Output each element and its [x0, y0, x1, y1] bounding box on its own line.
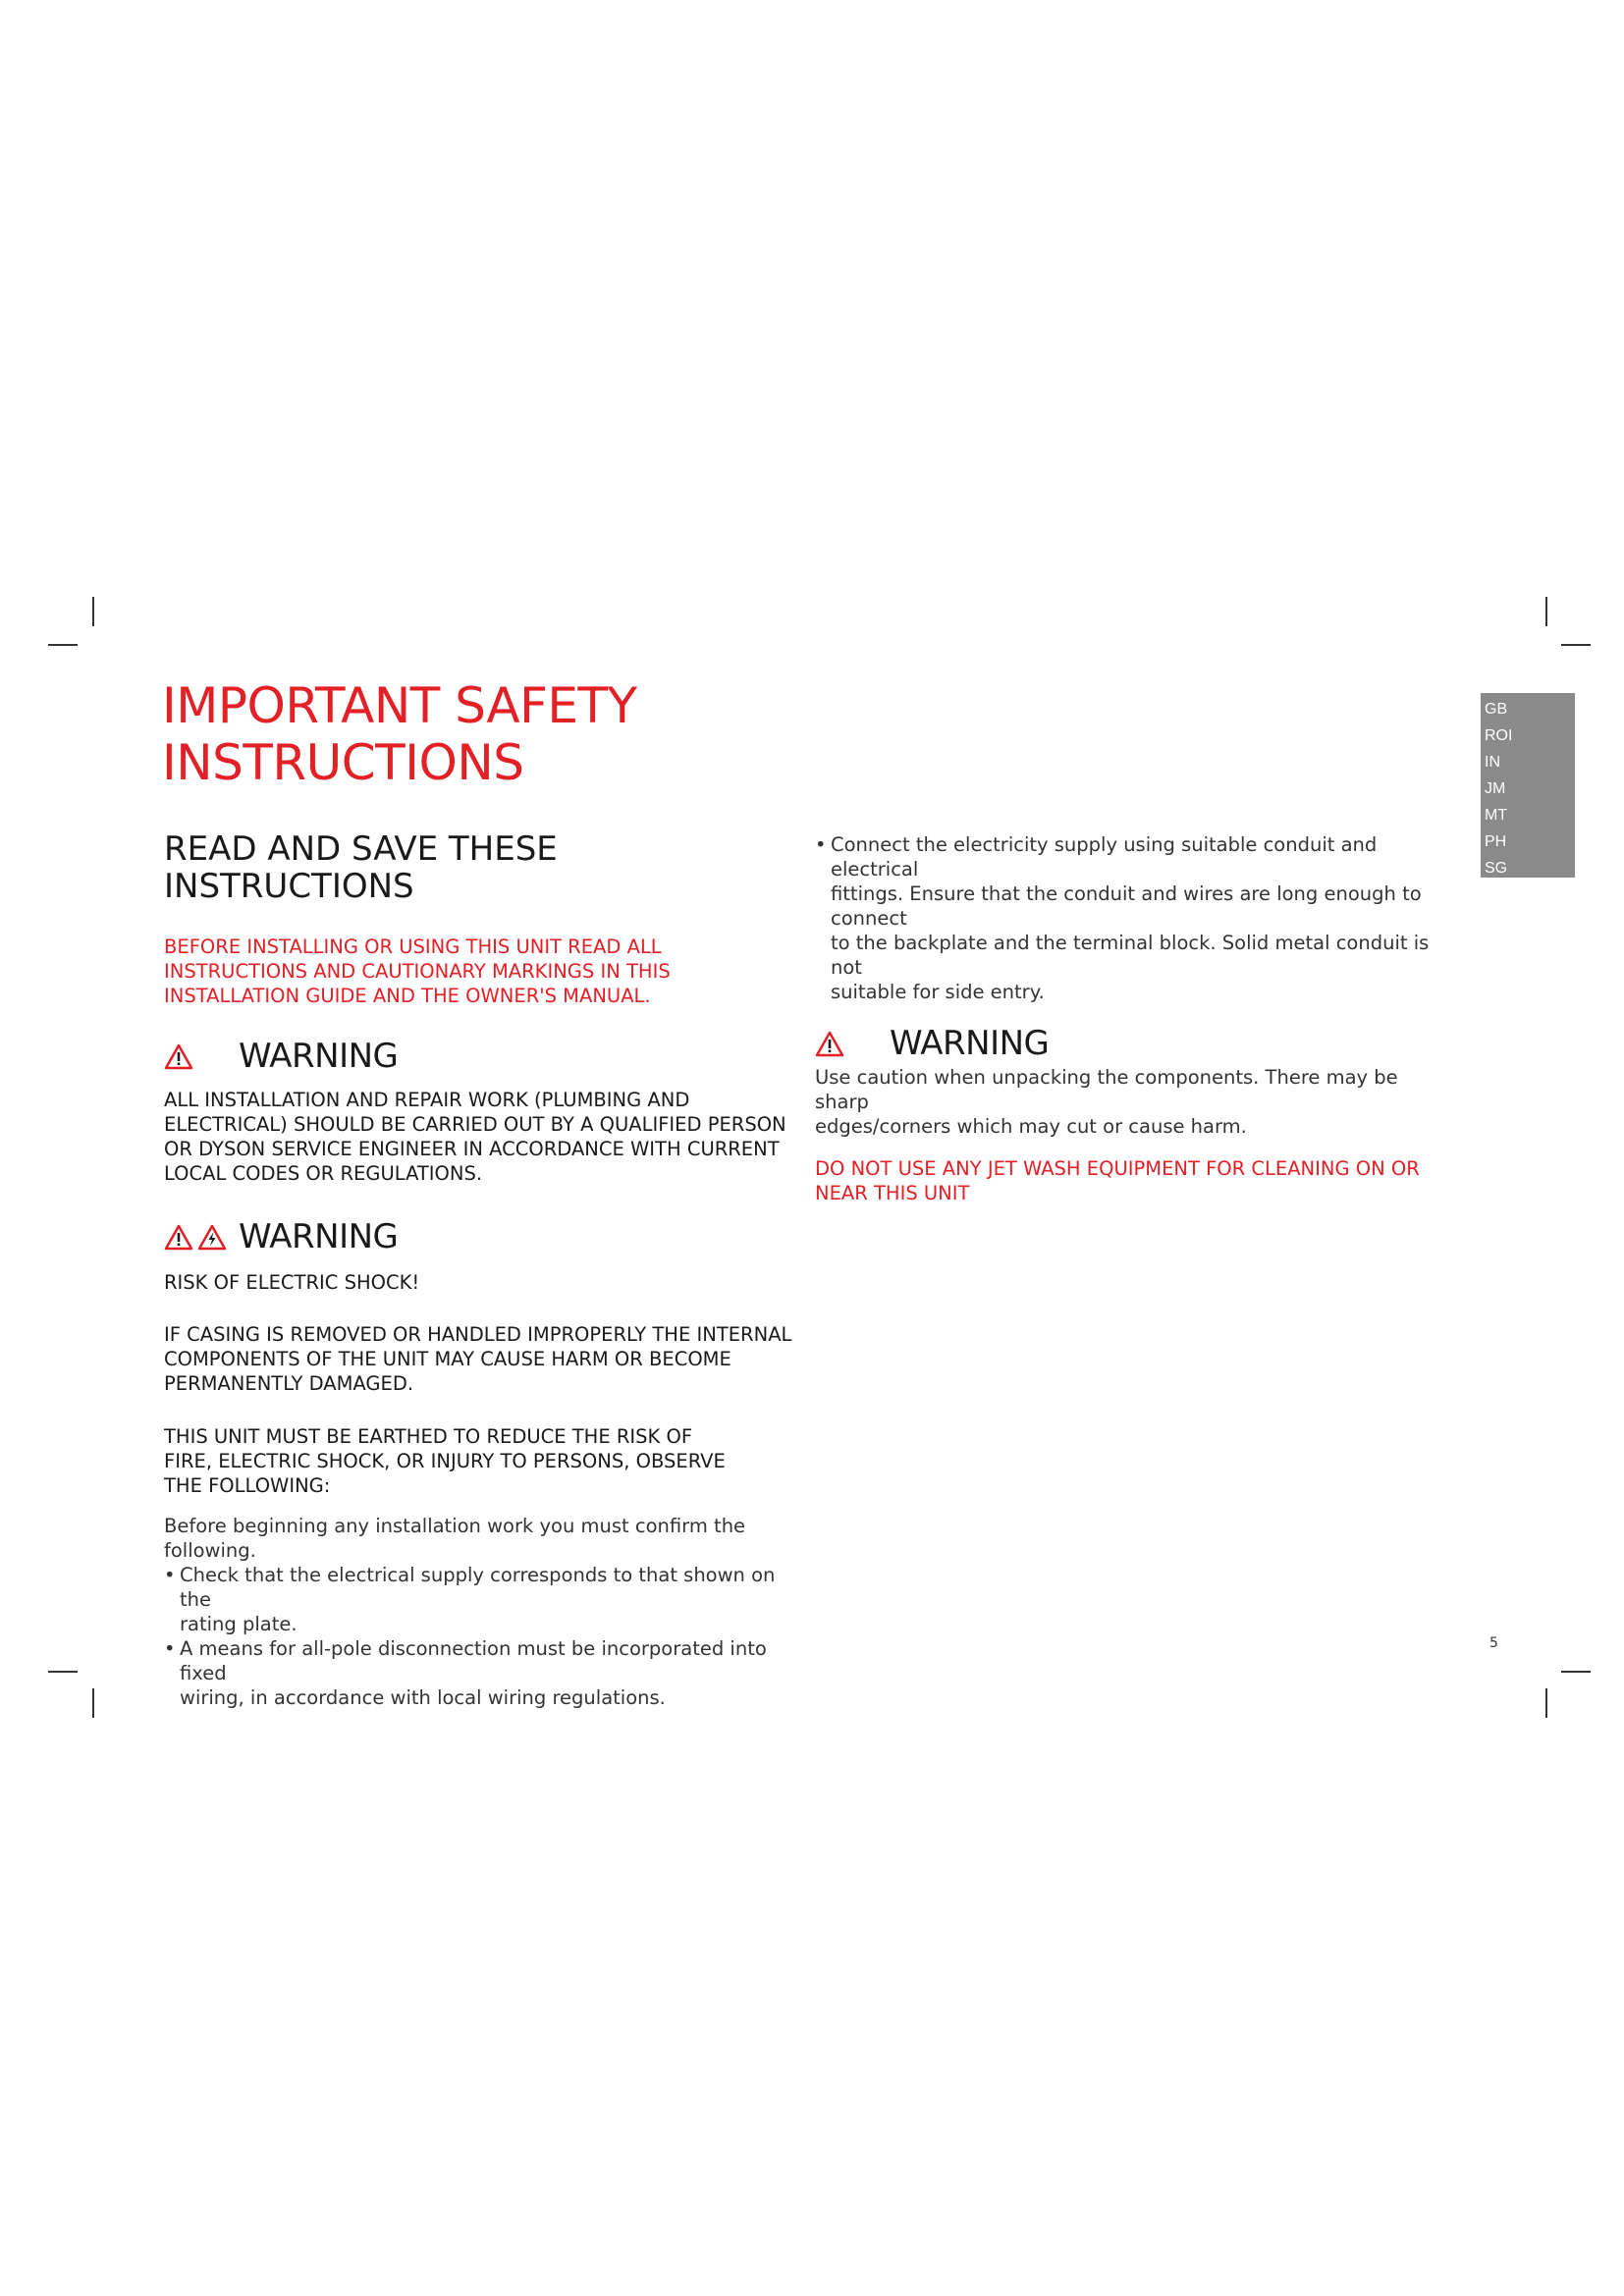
crop-mark-top-right-horizontal	[1561, 644, 1591, 646]
left-column	[164, 830, 802, 1710]
earthed-line-2: FIRE, ELECTRIC SHOCK, OR INJURY TO PERSONS, OBSERVE	[164, 1450, 726, 1472]
casing-line-2: COMPONENTS OF THE UNIT MAY CAUSE HARM OR BECOME	[164, 1348, 731, 1370]
earthed-line-3: THE FOLLOWING:	[164, 1474, 331, 1497]
before-installing-line-2: INSTRUCTIONS AND CAUTIONARY MARKINGS IN THIS	[164, 960, 671, 983]
before-installing-notice	[164, 934, 802, 1008]
warning1-line-3: OR DYSON SERVICE ENGINEER IN ACCORDANCE WITH CURRENT	[164, 1138, 780, 1160]
lang-jm: JM	[1485, 780, 1506, 797]
title-line-2: INSTRUCTIONS	[162, 734, 524, 791]
warning-label-3: WARNING	[890, 1024, 1050, 1063]
crop-mark-bottom-right-vertical	[1545, 1688, 1547, 1718]
lang-sg: SG	[1485, 860, 1508, 877]
warning-heading-2	[164, 1215, 802, 1258]
earthed-line-1: THIS UNIT MUST BE EARTHED TO REDUCE THE RISK OF	[164, 1425, 693, 1448]
lang-ph: PH	[1485, 833, 1507, 850]
lang-gb: GB	[1485, 701, 1508, 718]
warning-triangle-icon	[815, 1031, 844, 1057]
before-beginning-text: Before beginning any installation work you must confirm the following.	[164, 1515, 746, 1562]
before-installing-line-1: BEFORE INSTALLING OR USING THIS UNIT READ ALL	[164, 935, 662, 958]
casing-line-1: IF CASING IS REMOVED OR HANDLED IMPROPERLY THE INTERNAL	[164, 1323, 792, 1346]
bullet-connect-electricity	[815, 832, 1443, 1004]
bullet2-line-2: wiring, in accordance with local wiring regulations.	[180, 1686, 666, 1709]
electric-shock-risk: RISK OF ELECTRIC SHOCK!	[164, 1271, 420, 1294]
bullet-all-pole-disconnection	[164, 1636, 802, 1710]
crop-mark-bottom-right-horizontal	[1561, 1671, 1591, 1673]
crop-mark-top-right-vertical	[1545, 597, 1547, 626]
lang-mt: MT	[1485, 807, 1508, 824]
crop-mark-bottom-left-vertical	[92, 1688, 94, 1718]
right-bullet-line-4: suitable for side entry.	[831, 981, 1045, 1003]
right-bullet-line-1: • Connect the electricity supply using suitable conduit and electrical	[831, 833, 1378, 881]
warning-heading-3	[815, 1022, 1443, 1065]
bullet1-line-1: • Check that the electrical supply corresponds to that shown on the	[180, 1564, 776, 1611]
warning-heading-1	[164, 1035, 802, 1078]
unpacking-line-2: edges/corners which may cut or cause harm.	[815, 1115, 1247, 1138]
subtitle-line-1: READ AND SAVE THESE	[164, 829, 558, 869]
unpacking-line-1: Use caution when unpacking the components. There may be sharp	[815, 1066, 1398, 1113]
right-bullet-line-2: fittings. Ensure that the conduit and wires are long enough to connect	[831, 882, 1422, 930]
casing-removed-warning	[164, 1322, 802, 1396]
read-and-save-heading	[164, 830, 802, 905]
right-bullet-line-3: to the backplate and the terminal block. Solid metal conduit is not	[831, 932, 1430, 979]
lang-roi: ROI	[1485, 727, 1513, 744]
language-side-tab	[1481, 693, 1575, 878]
crop-mark-top-left-vertical	[92, 597, 94, 626]
casing-line-3: PERMANENTLY DAMAGED.	[164, 1372, 414, 1395]
warning-triangle-icon	[164, 1224, 193, 1251]
lang-in: IN	[1485, 754, 1500, 771]
crop-mark-top-left-horizontal	[48, 644, 78, 646]
page-title	[162, 677, 637, 791]
jet-wash-line-1: DO NOT USE ANY JET WASH EQUIPMENT FOR CLEANING ON OR	[815, 1157, 1420, 1180]
jet-wash-line-2: NEAR THIS UNIT	[815, 1182, 970, 1204]
crop-mark-bottom-left-horizontal	[48, 1671, 78, 1673]
page-number: 5	[1489, 1635, 1498, 1651]
warning-triangle-icon	[164, 1043, 193, 1070]
bullet1-line-2: rating plate.	[180, 1613, 298, 1635]
jet-wash-warning	[815, 1156, 1443, 1205]
electric-shock-triangle-icon	[197, 1224, 227, 1251]
title-line-1: IMPORTANT SAFETY	[162, 677, 637, 734]
warning-label-1: WARNING	[239, 1037, 399, 1076]
bullet-electrical-supply	[164, 1563, 802, 1636]
warning-label-2: WARNING	[239, 1217, 399, 1256]
subtitle-line-2: INSTRUCTIONS	[164, 867, 414, 906]
installation-repair-warning	[164, 1088, 802, 1186]
bullet2-line-1: • A means for all-pole disconnection must be incorporated into fixed	[180, 1637, 767, 1684]
right-column	[815, 832, 1443, 1205]
warning1-line-1: ALL INSTALLATION AND REPAIR WORK (PLUMBING AND	[164, 1089, 690, 1111]
unpacking-caution	[815, 1065, 1443, 1139]
warning1-line-2: ELECTRICAL) SHOULD BE CARRIED OUT BY A QUALIFIED PERSON	[164, 1113, 786, 1136]
before-installing-line-3: INSTALLATION GUIDE AND THE OWNER'S MANUAL.	[164, 985, 651, 1007]
earthed-warning	[164, 1424, 802, 1498]
warning1-line-4: LOCAL CODES OR REGULATIONS.	[164, 1162, 483, 1185]
